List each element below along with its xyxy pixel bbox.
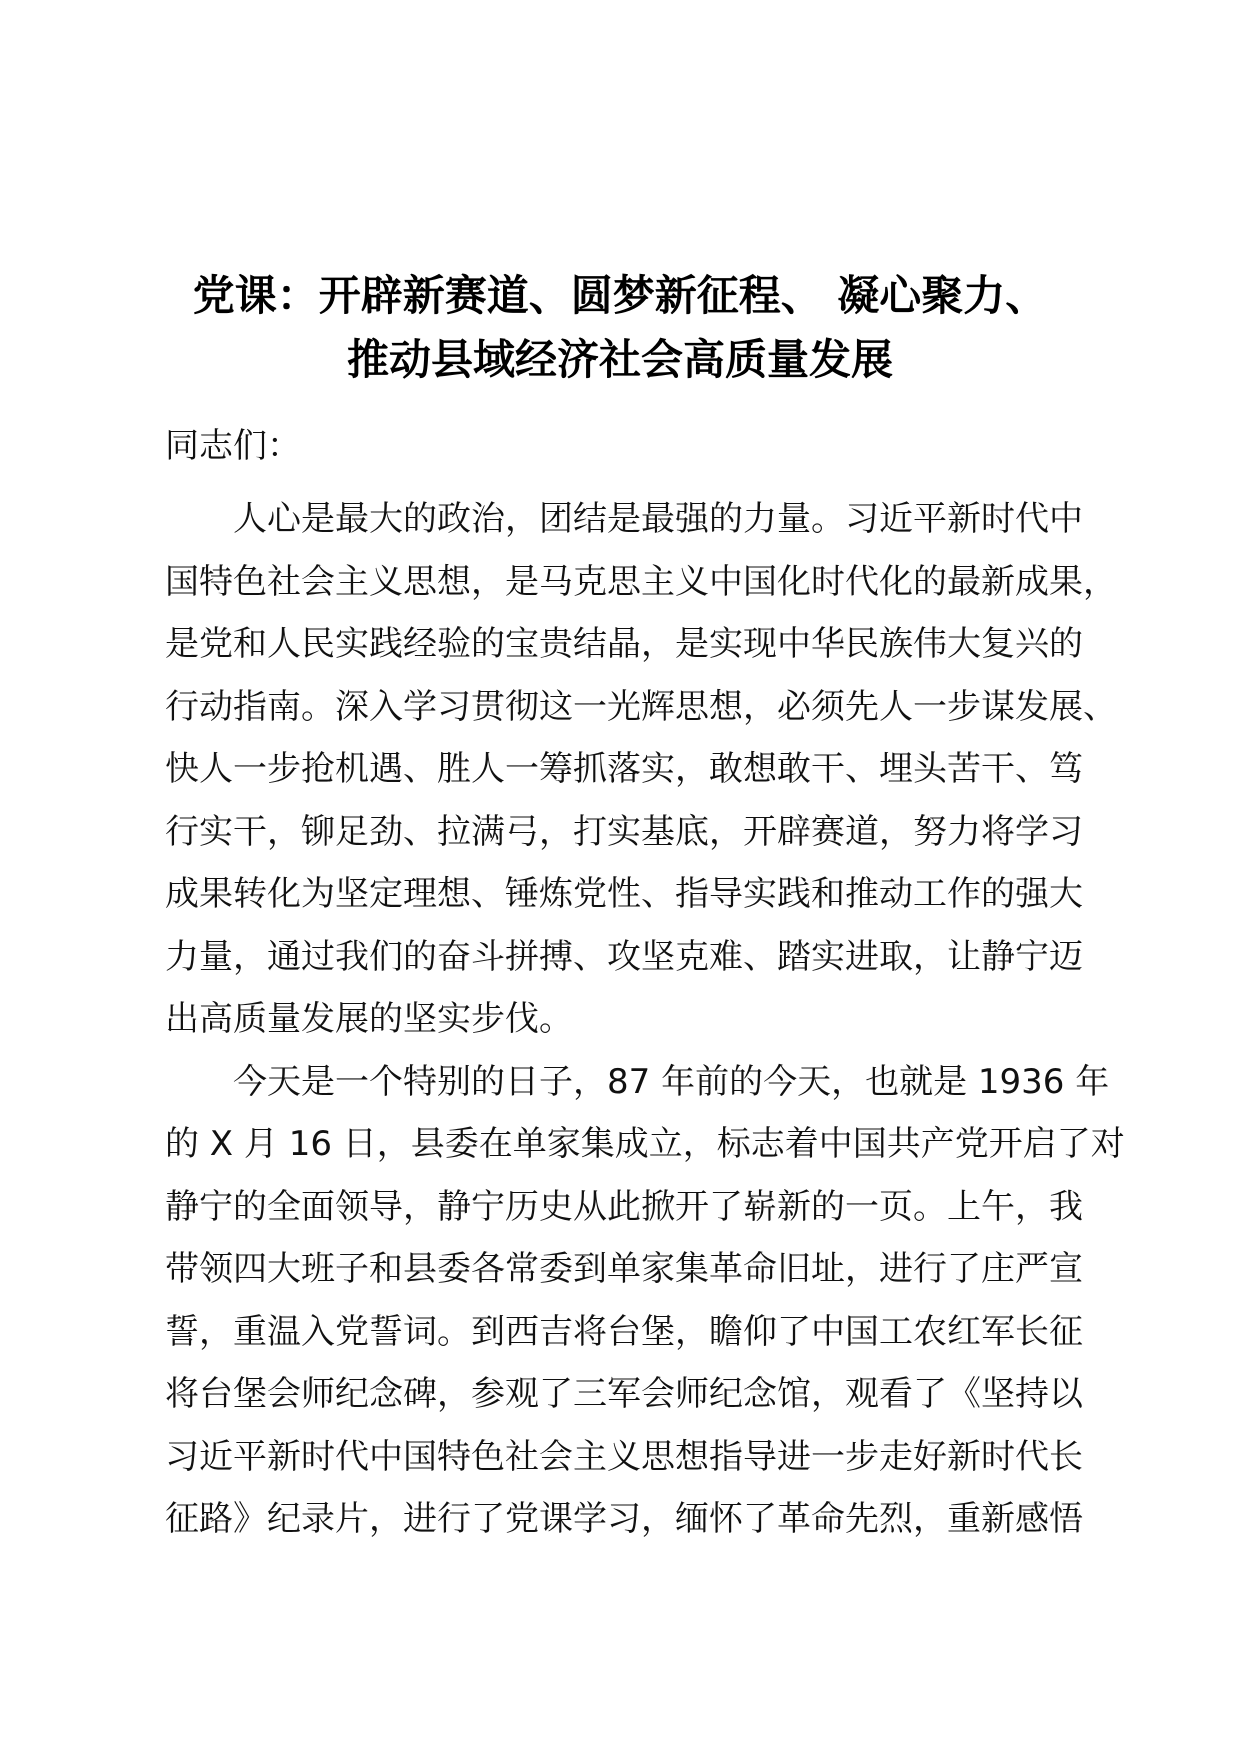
text-line: 习近平新时代中国特色社会主义思想指导进一步走好新时代长	[165, 1436, 1083, 1477]
text-line: 力量，通过我们的奋斗拼搏、攻坚克难、踏实进取，让静宁迈	[165, 936, 1083, 977]
text-line: 带领四大班子和县委各常委到单家集革命旧址，进行了庄严宣	[165, 1249, 1083, 1289]
title-line-1: 党课：开辟新赛道、圆梦新征程、 凝心聚力、	[192, 271, 1048, 320]
paragraph-1	[165, 488, 1125, 1051]
text-line: 静宁的全面领导，静宁历史从此掀开了崭新的一页。上午，我	[165, 1186, 1083, 1227]
text-line: 行实干，铆足劲、拉满弓，打实基底，开辟赛道，努力将学习	[165, 811, 1083, 852]
text-line: 行动指南。深入学习贯彻这一光辉思想，必须先人一步谋发展、	[165, 686, 1117, 727]
salutation: 同志们：	[165, 426, 301, 466]
title-line-2: 推动县域经济社会高质量发展	[346, 335, 893, 384]
text-line: 国特色社会主义思想，是马克思主义中国化时代化的最新成果，	[165, 561, 1117, 602]
text-line: 出高质量发展的坚实步伐。	[165, 999, 573, 1039]
text-line: 人心是最大的政治，团结是最强的力量。习近平新时代中	[165, 499, 1083, 539]
text-line: 征路》纪录片，进行了党课学习，缅怀了革命先烈，重新感悟	[165, 1499, 1083, 1539]
document-body	[165, 488, 1125, 1551]
text-line: 今天是一个特别的日子，87 年前的今天，也就是 1936 年	[165, 1061, 1110, 1102]
text-line: 将台堡会师纪念碑，参观了三军会师纪念馆，观看了《坚持以	[165, 1374, 1083, 1414]
text-line: 成果转化为坚定理想、锤炼党性、指导实践和推动工作的强大	[165, 874, 1083, 914]
paragraph-2	[165, 1051, 1125, 1551]
text-line: 誓，重温入党誓词。到西吉将台堡，瞻仰了中国工农红军长征	[165, 1311, 1083, 1352]
document-title	[0, 264, 1240, 392]
text-line: 的 X 月 16 日，县委在单家集成立，标志着中国共产党开启了对	[165, 1124, 1125, 1164]
text-line: 快人一步抢机遇、胜人一筹抓落实，敢想敢干、埋头苦干、笃	[165, 749, 1083, 789]
text-line: 是党和人民实践经验的宝贵结晶，是实现中华民族伟大复兴的	[165, 624, 1083, 664]
